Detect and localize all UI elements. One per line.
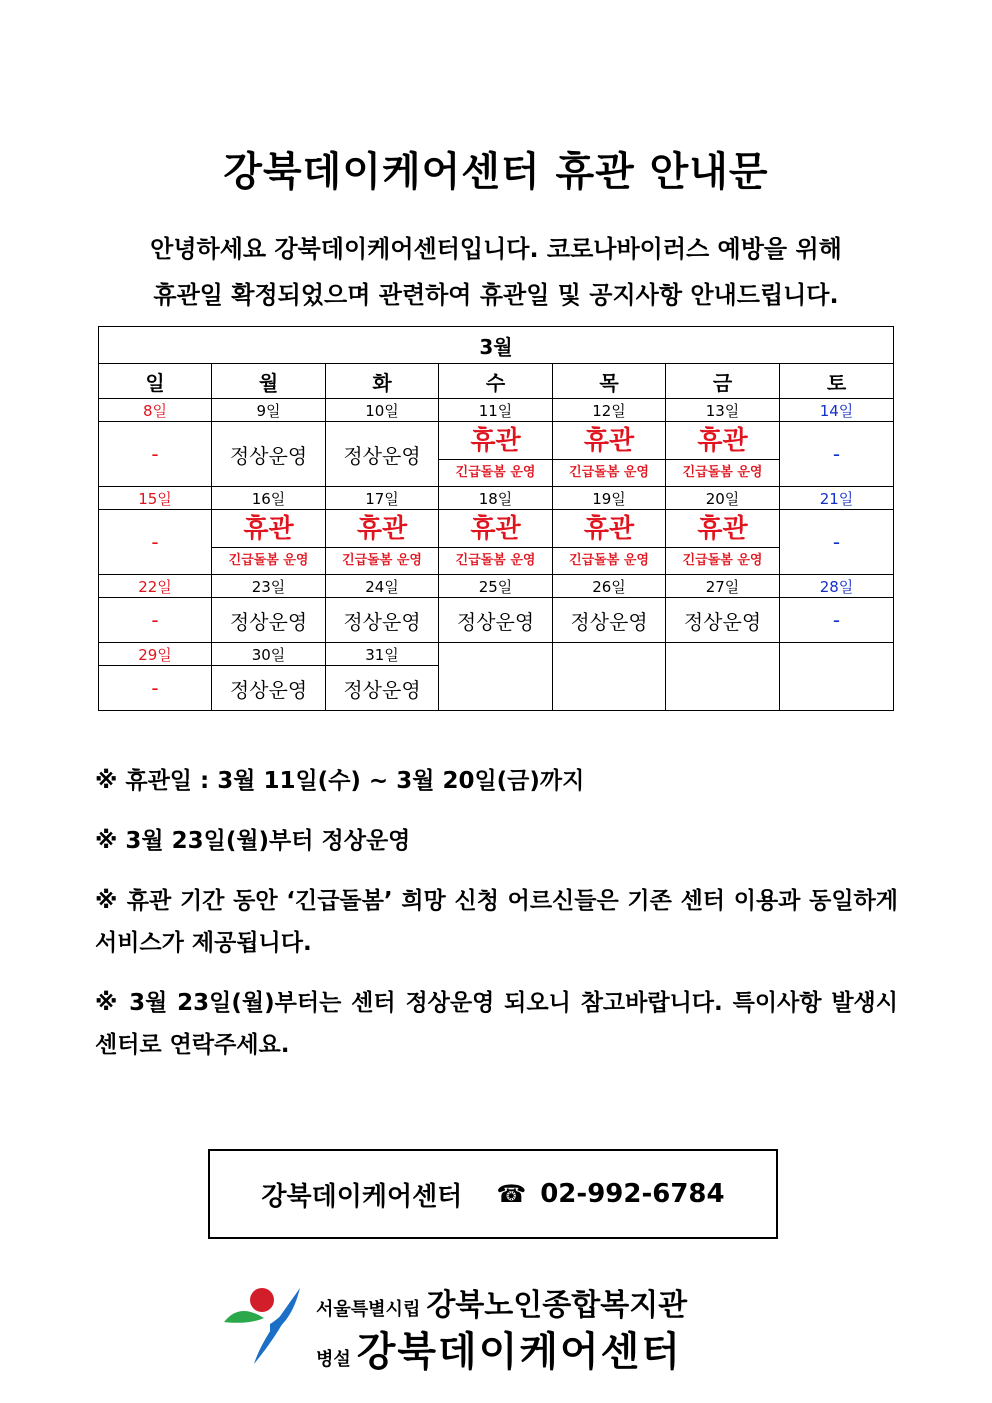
calendar-date: 9일 [212, 399, 326, 422]
calendar-date: 11일 [439, 399, 553, 422]
center-logo [218, 1278, 778, 1375]
calendar-date: 28일 [780, 575, 894, 598]
empty-cell [780, 643, 894, 711]
emergency-care-label: 긴급돌봄 운영 [569, 552, 649, 568]
intro-text [60, 226, 932, 318]
calendar-date: 31일 [326, 643, 439, 666]
logo-line2-big: 강북데이케어센터 [356, 1329, 682, 1375]
emergency-care-label: 긴급돌봄 운영 [455, 464, 536, 480]
contact-name: 강북데이케어센터 [261, 1181, 463, 1212]
note-contact: ※ 3월 23일(월)부터는 센터 정상운영 되오니 참고바랍니다. 특이사항 발생시 센터로 연락주세요. [95, 990, 898, 1058]
normal-operation-status: 정상운영 [666, 598, 780, 643]
closed-label: 휴관 [666, 511, 779, 548]
calendar-date: 30일 [212, 643, 326, 666]
weekday-header: 수 [439, 364, 553, 399]
closed-label: 휴관 [553, 423, 665, 460]
weekday-header: 화 [326, 364, 439, 399]
no-service-dash: - [780, 598, 894, 643]
seoul-logo-icon [218, 1278, 308, 1368]
calendar-date: 16일 [212, 487, 326, 510]
emergency-care-label: 긴급돌봄 운영 [342, 552, 422, 568]
calendar-date: 29일 [99, 643, 212, 666]
phone-icon: ☎ [496, 1180, 527, 1208]
calendar-date: 25일 [439, 575, 553, 598]
empty-cell [439, 643, 553, 711]
intro-line-1: 안녕하세요 강북데이케어센터입니다. 코로나바이러스 예방을 위해 [150, 235, 842, 263]
calendar-date: 8일 [99, 399, 212, 422]
calendar-date: 12일 [553, 399, 666, 422]
closed-label: 휴관 [439, 511, 552, 548]
emergency-care-label: 긴급돌봄 운영 [682, 464, 763, 480]
note-emergency-care: ※ 휴관 기간 동안 ‘긴급돌봄’ 희망 신청 어르신들은 기존 센터 이용과 동일하게 서비스가 제공됩니다. [95, 888, 898, 956]
weekday-header: 토 [780, 364, 894, 399]
closed-label: 휴관 [553, 511, 665, 548]
weekday-header: 월 [212, 364, 326, 399]
emergency-care-label: 긴급돌봄 운영 [682, 552, 763, 568]
closed-day-cell [666, 422, 780, 487]
calendar-date: 13일 [666, 399, 780, 422]
no-service-dash: - [780, 510, 894, 575]
closed-label: 휴관 [666, 423, 779, 460]
closed-day-cell [212, 510, 326, 575]
intro-line-2: 휴관일 확정되었으며 관련하여 휴관일 및 공지사항 안내드립니다. [153, 281, 839, 309]
closed-label: 휴관 [439, 423, 552, 460]
empty-cell [666, 643, 780, 711]
normal-operation-status: 정상운영 [553, 598, 666, 643]
calendar-date: 14일 [780, 399, 894, 422]
page-title: 강북데이케어센터 휴관 안내문 [223, 149, 769, 195]
note-reopen: ※ 3월 23일(월)부터 정상운영 [95, 828, 411, 854]
calendar-date: 22일 [99, 575, 212, 598]
no-service-dash: - [780, 422, 894, 487]
weekday-header: 일 [99, 364, 212, 399]
notes-section [95, 760, 898, 1084]
calendar-date: 17일 [326, 487, 439, 510]
calendar-date: 10일 [326, 399, 439, 422]
calendar-date: 23일 [212, 575, 326, 598]
closed-label: 휴관 [326, 511, 438, 548]
closed-day-cell [553, 422, 666, 487]
calendar-month: 3월 [99, 327, 894, 364]
calendar-date: 15일 [99, 487, 212, 510]
no-service-dash: - [99, 666, 212, 711]
closed-day-cell [553, 510, 666, 575]
calendar-date: 18일 [439, 487, 553, 510]
normal-operation-status: 정상운영 [326, 598, 439, 643]
logo-line1-big: 강북노인종합복지관 [426, 1288, 688, 1323]
closed-day-cell [439, 422, 553, 487]
normal-operation-status: 정상운영 [439, 598, 553, 643]
calendar-date: 24일 [326, 575, 439, 598]
normal-operation-status: 정상운영 [212, 598, 326, 643]
calendar-date: 27일 [666, 575, 780, 598]
logo-line2-small: 병설 [316, 1349, 351, 1370]
normal-operation-status: 정상운영 [212, 666, 326, 711]
logo-line1-small: 서울특별시립 [316, 1299, 421, 1320]
contact-phone: 02-992-6784 [540, 1179, 725, 1209]
closed-day-cell [326, 510, 439, 575]
weekday-header: 금 [666, 364, 780, 399]
no-service-dash: - [99, 510, 212, 575]
calendar-date: 20일 [666, 487, 780, 510]
normal-operation-status: 정상운영 [212, 422, 326, 487]
closed-day-cell [439, 510, 553, 575]
closed-day-cell [666, 510, 780, 575]
weekday-header: 목 [553, 364, 666, 399]
calendar-date: 21일 [780, 487, 894, 510]
normal-operation-status: 정상운영 [326, 666, 439, 711]
calendar-date: 26일 [553, 575, 666, 598]
empty-cell [553, 643, 666, 711]
normal-operation-status: 정상운영 [326, 422, 439, 487]
note-closure-period: ※ 휴관일 : 3월 11일(수) ~ 3월 20일(금)까지 [95, 768, 585, 794]
emergency-care-label: 긴급돌봄 운영 [228, 552, 309, 568]
closed-label: 휴관 [212, 511, 325, 548]
calendar-date: 19일 [553, 487, 666, 510]
emergency-care-label: 긴급돌봄 운영 [569, 464, 649, 480]
no-service-dash: - [99, 598, 212, 643]
closure-calendar [98, 326, 894, 711]
emergency-care-label: 긴급돌봄 운영 [455, 552, 536, 568]
no-service-dash: - [99, 422, 212, 487]
contact-box [208, 1149, 778, 1239]
